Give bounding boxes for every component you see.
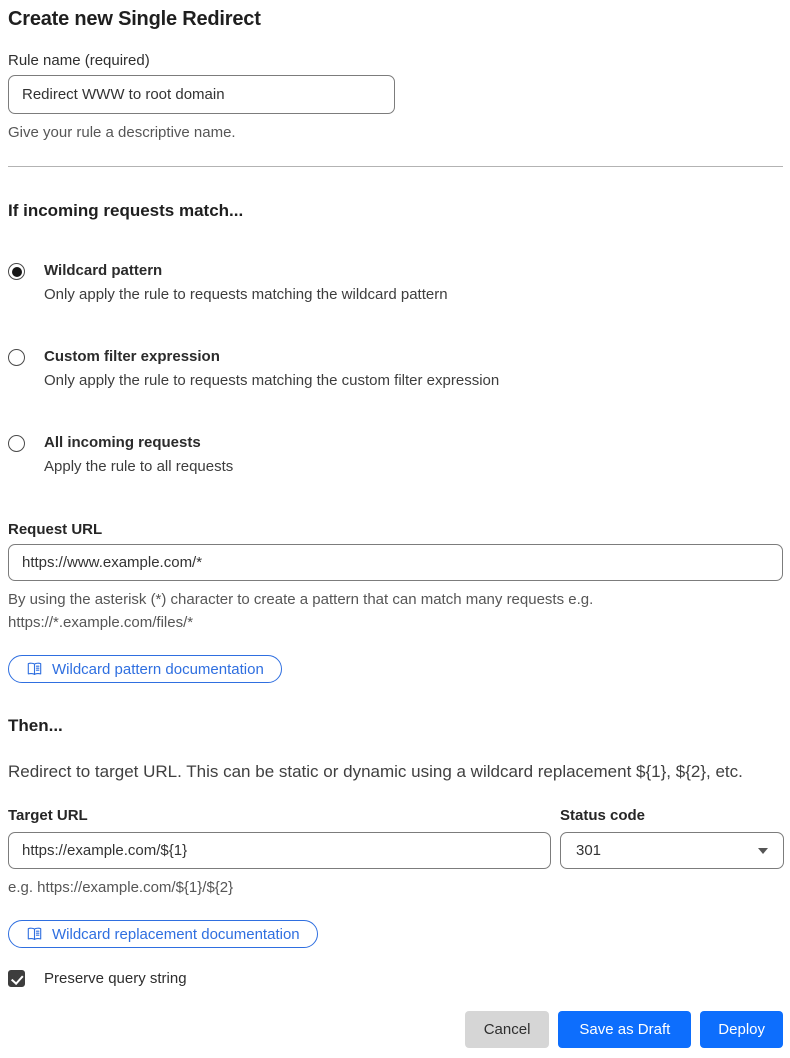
preserve-query-row[interactable] (8, 970, 783, 987)
chevron-down-icon (758, 848, 768, 854)
radio-option-custom-filter[interactable] (8, 347, 783, 390)
request-url-helper-line1: By using the asterisk (*) character to create a pattern that can match many requests e.g. (8, 591, 594, 608)
radio-button[interactable] (8, 349, 25, 366)
cancel-button[interactable]: Cancel (465, 1011, 550, 1048)
request-url-helper-line2: https://*.example.com/files/* (8, 613, 194, 631)
then-section-heading: Then... (8, 716, 63, 735)
status-code-value: 301 (576, 842, 602, 859)
rule-name-input[interactable] (8, 75, 395, 114)
save-as-draft-button[interactable]: Save as Draft (558, 1011, 691, 1048)
radio-label: Custom filter expression (44, 348, 220, 365)
radio-description: Apply the rule to all requests (44, 458, 234, 475)
radio-option-wildcard-pattern[interactable] (8, 261, 783, 304)
doc-button-label: Wildcard pattern documentation (52, 660, 264, 678)
then-section-description: Redirect to target URL. This can be static or dynamic using a wildcard replacement ${1}, ${2}, etc. (8, 762, 743, 781)
target-url-helper: e.g. https://example.com/${1}/${2} (8, 879, 234, 896)
status-code-label: Status code (560, 807, 646, 824)
section-divider (8, 166, 783, 167)
radio-option-all-requests[interactable] (8, 433, 783, 476)
rule-name-helper: Give your rule a descriptive name. (8, 124, 236, 141)
target-url-label: Target URL (8, 807, 88, 824)
rule-name-label: Rule name (required) (8, 52, 150, 69)
page-title: Create new Single Redirect (8, 8, 261, 30)
wildcard-pattern-docs-button[interactable] (8, 655, 282, 683)
target-status-row (8, 807, 783, 869)
radio-button[interactable] (8, 435, 25, 452)
match-section-heading: If incoming requests match... (8, 201, 244, 220)
match-type-radio-group (8, 261, 783, 476)
target-url-input[interactable] (8, 832, 551, 869)
preserve-query-checkbox[interactable] (8, 970, 25, 987)
radio-label: Wildcard pattern (44, 262, 163, 279)
wildcard-replacement-docs-button[interactable] (8, 920, 318, 948)
request-url-input[interactable] (8, 544, 783, 581)
deploy-button[interactable]: Deploy (700, 1011, 783, 1048)
preserve-query-label: Preserve query string (44, 970, 187, 987)
open-book-icon (26, 661, 43, 677)
status-code-select[interactable] (560, 832, 784, 869)
open-book-icon (26, 926, 43, 942)
doc-button-label: Wildcard replacement documentation (52, 925, 300, 943)
footer-actions (8, 1011, 783, 1048)
radio-label: All incoming requests (44, 434, 201, 451)
request-url-helper (8, 589, 783, 634)
radio-description: Only apply the rule to requests matching the custom filter expression (44, 372, 500, 389)
radio-description: Only apply the rule to requests matching the wildcard pattern (44, 286, 448, 303)
radio-button[interactable] (8, 263, 25, 280)
request-url-label: Request URL (8, 521, 103, 538)
